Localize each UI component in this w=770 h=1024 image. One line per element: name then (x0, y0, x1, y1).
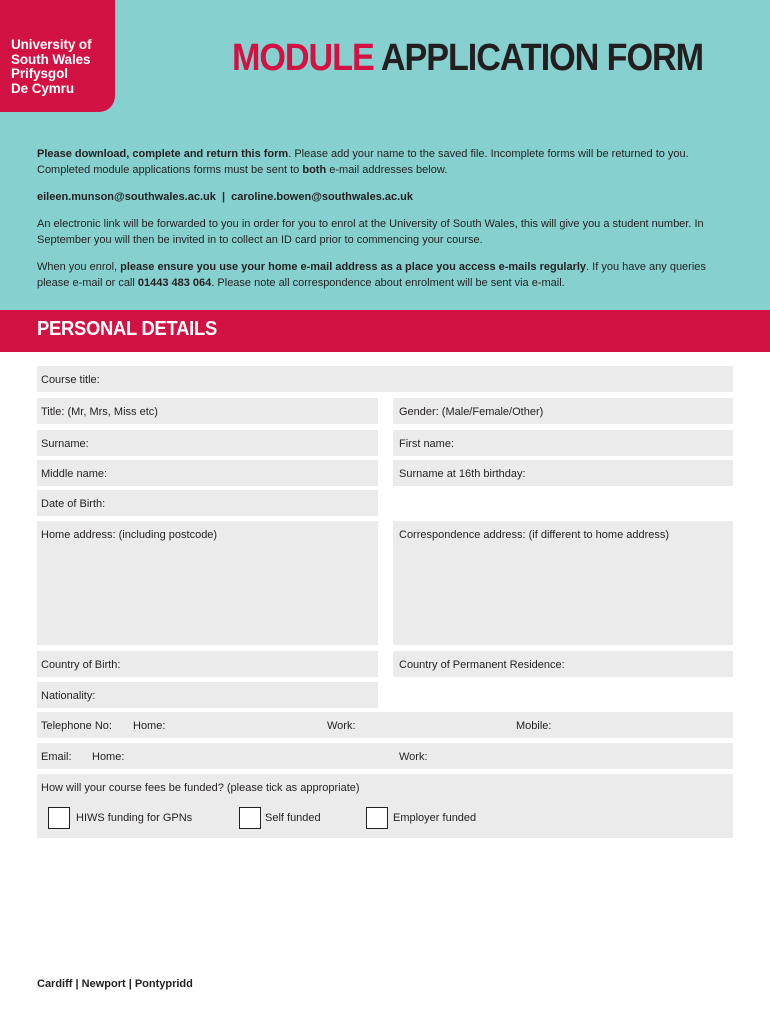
middle-name-field[interactable] (37, 460, 378, 486)
hiws-funding-label: HIWS funding for GPNs (76, 812, 193, 824)
home-address-field[interactable] (37, 521, 378, 645)
country-of-birth-label: Country of Birth: (41, 659, 121, 671)
surname-label: Surname: (41, 438, 89, 450)
email-label: Email: (41, 751, 72, 763)
footer-campuses: Cardiff | Newport | Pontypridd (37, 978, 193, 990)
telephone-label: Telephone No: (41, 720, 112, 732)
course-title-field[interactable] (37, 366, 733, 392)
title-module: MODULE (232, 37, 374, 79)
telephone-work-label: Work: (327, 720, 356, 732)
section-header-personal-details (0, 310, 770, 352)
country-of-residence-label: Country of Permanent Residence: (399, 659, 565, 671)
intro-p1-both: both (302, 164, 327, 176)
intro-p4-bold: please ensure you use your home e-mail address as a place you access e-mails regularly (120, 261, 587, 273)
gender-field[interactable] (393, 398, 733, 424)
middle-name-label: Middle name: (41, 468, 108, 480)
title-application-form: APPLICATION FORM (373, 37, 704, 79)
date-of-birth-label: Date of Birth: (41, 498, 106, 510)
logo-line-4: De Cymru (11, 80, 74, 96)
intro-paragraph-3: An electronic link will be forwarded to you in order for you to enrol at the University of South Wales, this will give you a student number. In September you will then be invited in to collect an ID card prior to commencing your course. (37, 218, 704, 246)
course-title-label: Course title: (41, 374, 100, 386)
title-field[interactable] (37, 398, 378, 424)
country-of-residence-field[interactable] (393, 651, 733, 677)
contact-emails-text: eileen.munson@southwales.ac.uk | caroline.bowen@southwales.ac.uk (37, 191, 414, 203)
first-name-field[interactable] (393, 430, 733, 456)
hiws-funding-checkbox[interactable] (48, 807, 70, 829)
logo-line-3: Prifysgol (11, 66, 68, 82)
intro-paragraph-4 (37, 259, 737, 291)
header-banner (0, 0, 770, 310)
country-of-birth-field[interactable] (37, 651, 378, 677)
nationality-label: Nationality: (41, 690, 96, 702)
funding-section (37, 774, 733, 838)
nationality-field[interactable] (37, 682, 378, 708)
intro-text (37, 146, 737, 302)
page-title (232, 36, 704, 80)
telephone-mobile-label: Mobile: (516, 720, 552, 732)
contact-phone: 01443 483 064 (137, 277, 212, 289)
employer-funded-label: Employer funded (393, 812, 477, 824)
intro-p1-bold: Please download, complete and return this form (37, 148, 289, 160)
first-name-label: First name: (399, 438, 455, 450)
section-title: PERSONAL DETAILS (37, 318, 217, 340)
home-address-label: Home address: (including postcode) (41, 529, 218, 541)
contact-emails (37, 189, 737, 205)
logo-line-1: University of (11, 37, 92, 52)
intro-paragraph-1 (37, 146, 737, 178)
correspondence-address-field[interactable] (393, 521, 733, 645)
title-label: Title: (Mr, Mrs, Miss etc) (41, 406, 158, 418)
intro-p4-b: . If you have any queries please e-mail or call (37, 261, 706, 289)
self-funded-checkbox[interactable] (239, 807, 261, 829)
telephone-home-label: Home: (133, 720, 166, 732)
correspondence-address-label: Correspondence address: (if different to home address) (399, 529, 670, 541)
self-funded-label: Self funded (265, 812, 321, 824)
date-of-birth-field[interactable] (37, 490, 378, 516)
intro-p4-a: When you enrol, (37, 261, 121, 273)
email-work-label: Work: (399, 751, 428, 763)
funding-question: How will your course fees be funded? (please tick as appropriate) (41, 782, 360, 794)
surname-at-16-field[interactable] (393, 460, 733, 486)
logo-line-2: South Wales (11, 51, 91, 67)
intro-p1-end: e-mail addresses below. (326, 164, 448, 176)
email-field[interactable] (37, 743, 733, 769)
telephone-field[interactable] (37, 712, 733, 738)
intro-p1-text: . Please add your name to the saved file. Incomplete forms will be returned to you. Completed module applications forms must be sent to (37, 148, 689, 176)
gender-label: Gender: (Male/Female/Other) (399, 406, 544, 418)
intro-p4-c: . Please note all correspondence about enrolment will be sent via e-mail. (211, 277, 565, 289)
employer-funded-checkbox[interactable] (366, 807, 388, 829)
university-logo (0, 0, 115, 112)
email-home-label: Home: (92, 751, 125, 763)
surname-field[interactable] (37, 430, 378, 456)
surname-at-16-label: Surname at 16th birthday: (399, 468, 526, 480)
